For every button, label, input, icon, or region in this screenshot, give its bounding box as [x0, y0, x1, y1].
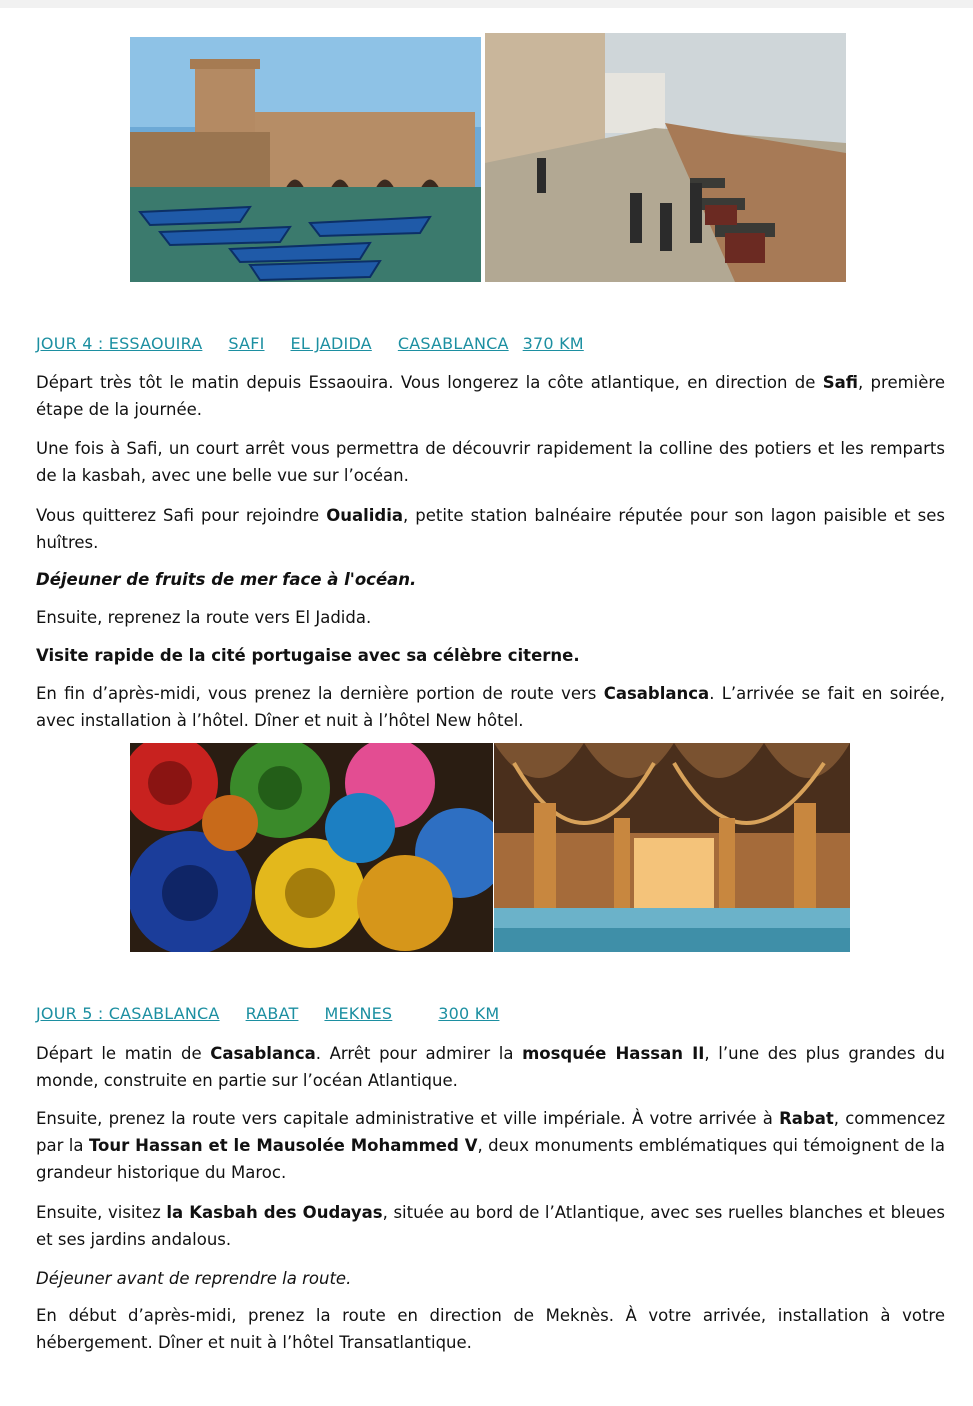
bold-run: Safi — [822, 373, 858, 392]
text-run: . Arrêt pour admirer la — [315, 1044, 523, 1063]
day5-title-part: JOUR 5 : CASABLANCA — [36, 1004, 220, 1023]
day5-paragraph-2 — [36, 1105, 945, 1186]
text-run: Départ très tôt le matin depuis Essaouira. Vous longerez la côte atlantique, en direction de — [36, 373, 823, 392]
text-run: , première étape de la journée. — [36, 373, 945, 419]
bold-run: Rabat — [779, 1109, 834, 1128]
text-run: , deux monuments emblématiques qui témoignent de la grandeur historique du Maroc. — [36, 1136, 945, 1182]
day5-paragraph-1 — [36, 1040, 945, 1094]
day5-title-part: 300 KM — [438, 1004, 500, 1023]
day5-paragraph-4: Déjeuner avant de reprendre la route. — [36, 1269, 352, 1288]
bold-run: Oualidia — [326, 506, 404, 525]
text-run: Départ le matin de — [36, 1044, 211, 1063]
day4-title-part: EL JADIDA — [290, 334, 372, 353]
day4-title-part: CASABLANCA — [397, 334, 509, 353]
essaouira-harbour-photo — [130, 37, 481, 282]
day4-paragraph-6: Visite rapide de la cité portugaise avec sa célèbre citerne. — [36, 646, 580, 665]
text-run: , commencez par la — [36, 1109, 946, 1155]
day5-title-part: RABAT — [245, 1004, 299, 1023]
day5-title-part: MEKNES — [324, 1004, 393, 1023]
bold-run: mosquée Hassan II — [522, 1044, 705, 1063]
text-run: . L’arrivée se fait en soirée, avec installation à l’hôtel. Dîner et nuit à l’hôtel New hôtel. — [36, 684, 945, 730]
text-run: , l’une des plus grandes du monde, construite en partie sur l’océan Atlantique. — [36, 1044, 945, 1090]
text-run: En fin d’après-midi, vous prenez la dernière portion de route vers — [36, 684, 604, 703]
day4-paragraph-7 — [36, 680, 945, 734]
text-run: Vous quitterez Safi pour rejoindre — [36, 506, 327, 525]
bold-run: Casablanca — [603, 684, 710, 703]
day4-paragraph-3 — [36, 502, 945, 556]
essaouira-ramparts-photo — [485, 33, 846, 282]
day4-title-part: SAFI — [228, 334, 265, 353]
day5-paragraph-3 — [36, 1199, 945, 1253]
text-run: Ensuite, visitez — [36, 1203, 167, 1222]
bold-run: Casablanca — [210, 1044, 316, 1063]
day5-paragraph-5: En début d’après-midi, prenez la route en direction de Meknès. À votre arrivée, installation à votre hébergement. Dîner et nuit à l’hôtel Transatlantique. — [36, 1306, 945, 1352]
day4-paragraph-5: Ensuite, reprenez la route vers El Jadida. — [36, 608, 372, 627]
text-run: Ensuite, prenez la route vers capitale administrative et ville impériale. À votre arrivée à — [36, 1109, 780, 1128]
day4-paragraph-2: Une fois à Safi, un court arrêt vous permettra de découvrir rapidement la colline des potiers et les remparts de la kasbah, avec une belle vue sur l’océan. — [36, 439, 945, 485]
bold-run: la Kasbah des Oudayas — [166, 1203, 383, 1222]
day4-title-part: 370 KM — [522, 334, 584, 353]
day4-title — [36, 334, 610, 353]
text-run: , située au bord de l’Atlantique, avec ses ruelles blanches et bleues et ses jardins andalous. — [36, 1203, 945, 1249]
day4-title-part: JOUR 4 : ESSAOUIRA — [36, 334, 203, 353]
day4-paragraph-4: Déjeuner de fruits de mer face à l'océan. — [36, 570, 417, 589]
top-bar — [0, 0, 973, 8]
text-run: , petite station balnéaire réputée pour son lagon paisible et ses huîtres. — [36, 506, 945, 552]
safi-pottery-photo — [130, 743, 493, 952]
el-jadida-cistern-photo — [494, 743, 850, 952]
bold-run: Tour Hassan et le Mausolée Mohammed V — [88, 1136, 478, 1155]
day5-title — [36, 1004, 525, 1023]
day4-paragraph-1 — [36, 369, 945, 423]
